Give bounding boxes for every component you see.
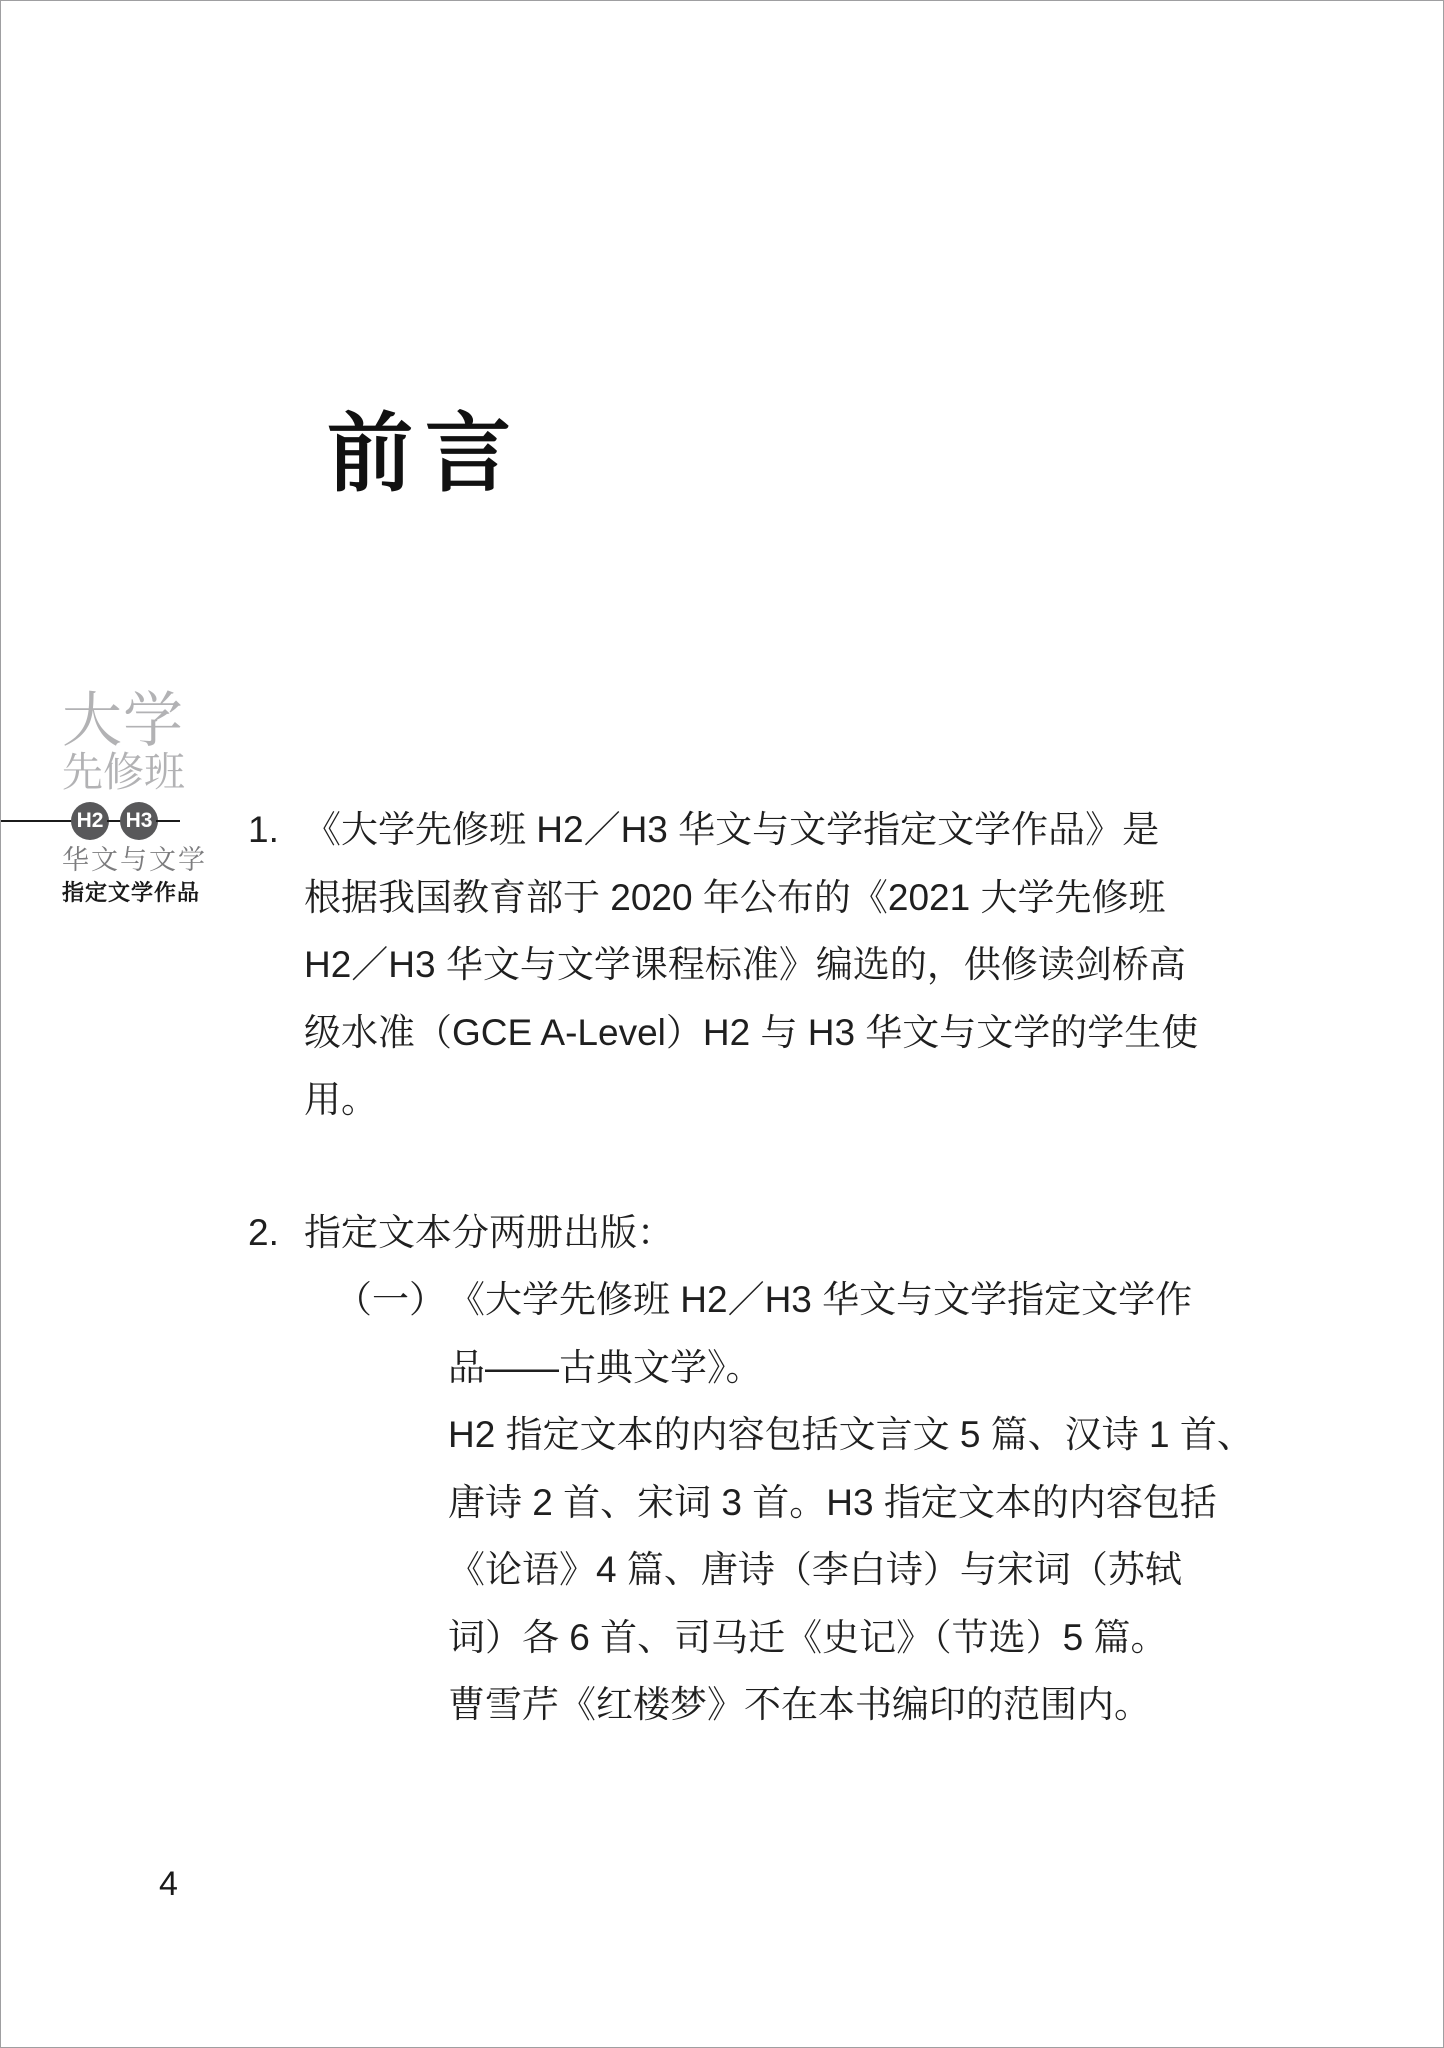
sub-item-1: [448, 1266, 1254, 1739]
h2-badge: H2: [71, 802, 109, 840]
badge-rule-left: [1, 820, 72, 822]
list-number-2: 2.: [248, 1212, 279, 1253]
logo-text-large: 大学: [62, 687, 184, 754]
text-line: 《论语》4 篇、唐诗（李白诗）与宋词（苏轼: [448, 1549, 1182, 1590]
paragraph-1: [304, 796, 1198, 1134]
text-line: 根据我国教育部于 2020 年公布的《2021 大学先修班: [304, 876, 1166, 918]
logo-badge-row: [1, 802, 201, 840]
text-line: 指定文本分两册出版：: [304, 1212, 674, 1253]
text-line: 用。: [304, 1079, 378, 1120]
text-line: 《大学先修班 H2／H3 华文与文学指定文学作: [448, 1279, 1193, 1320]
sub-item-label: （一）: [335, 1279, 446, 1320]
text-line: H2／H3 华文与文学课程标准》编选的，供修读剑桥高: [304, 944, 1186, 985]
text-line: H2 指定文本的内容包括文言文 5 篇、汉诗 1 首、: [448, 1414, 1254, 1455]
text-line: 词）各 6 首、司马迁《史记》（节选）5 篇。: [448, 1616, 1168, 1658]
paragraph-2-intro: [304, 1199, 674, 1267]
page-number: 4: [159, 1865, 178, 1903]
h3-badge: H3: [120, 802, 158, 840]
text-line: 唐诗 2 首、宋词 3 首。H3 指定文本的内容包括: [448, 1481, 1217, 1523]
list-number-1: 1.: [248, 809, 279, 850]
text-line: 级水准（GCE A-Level）H2 与 H3 华文与文学的学生使: [304, 1011, 1199, 1053]
logo-subtitle-serif: 华文与文学: [62, 845, 207, 875]
logo-text-medium: 先修班: [62, 749, 185, 795]
badge-rule-right: [156, 820, 180, 822]
logo-subtitle-bold: 指定文学作品: [62, 880, 201, 905]
text-line: 曹雪芹《红楼梦》不在本书编印的范围内。: [448, 1684, 1151, 1725]
text-line: 品——古典文学》。: [448, 1346, 763, 1388]
page-title: 前言: [327, 406, 523, 502]
text-line: 《大学先修班 H2／H3 华文与文学指定文学作品》是: [304, 809, 1160, 850]
